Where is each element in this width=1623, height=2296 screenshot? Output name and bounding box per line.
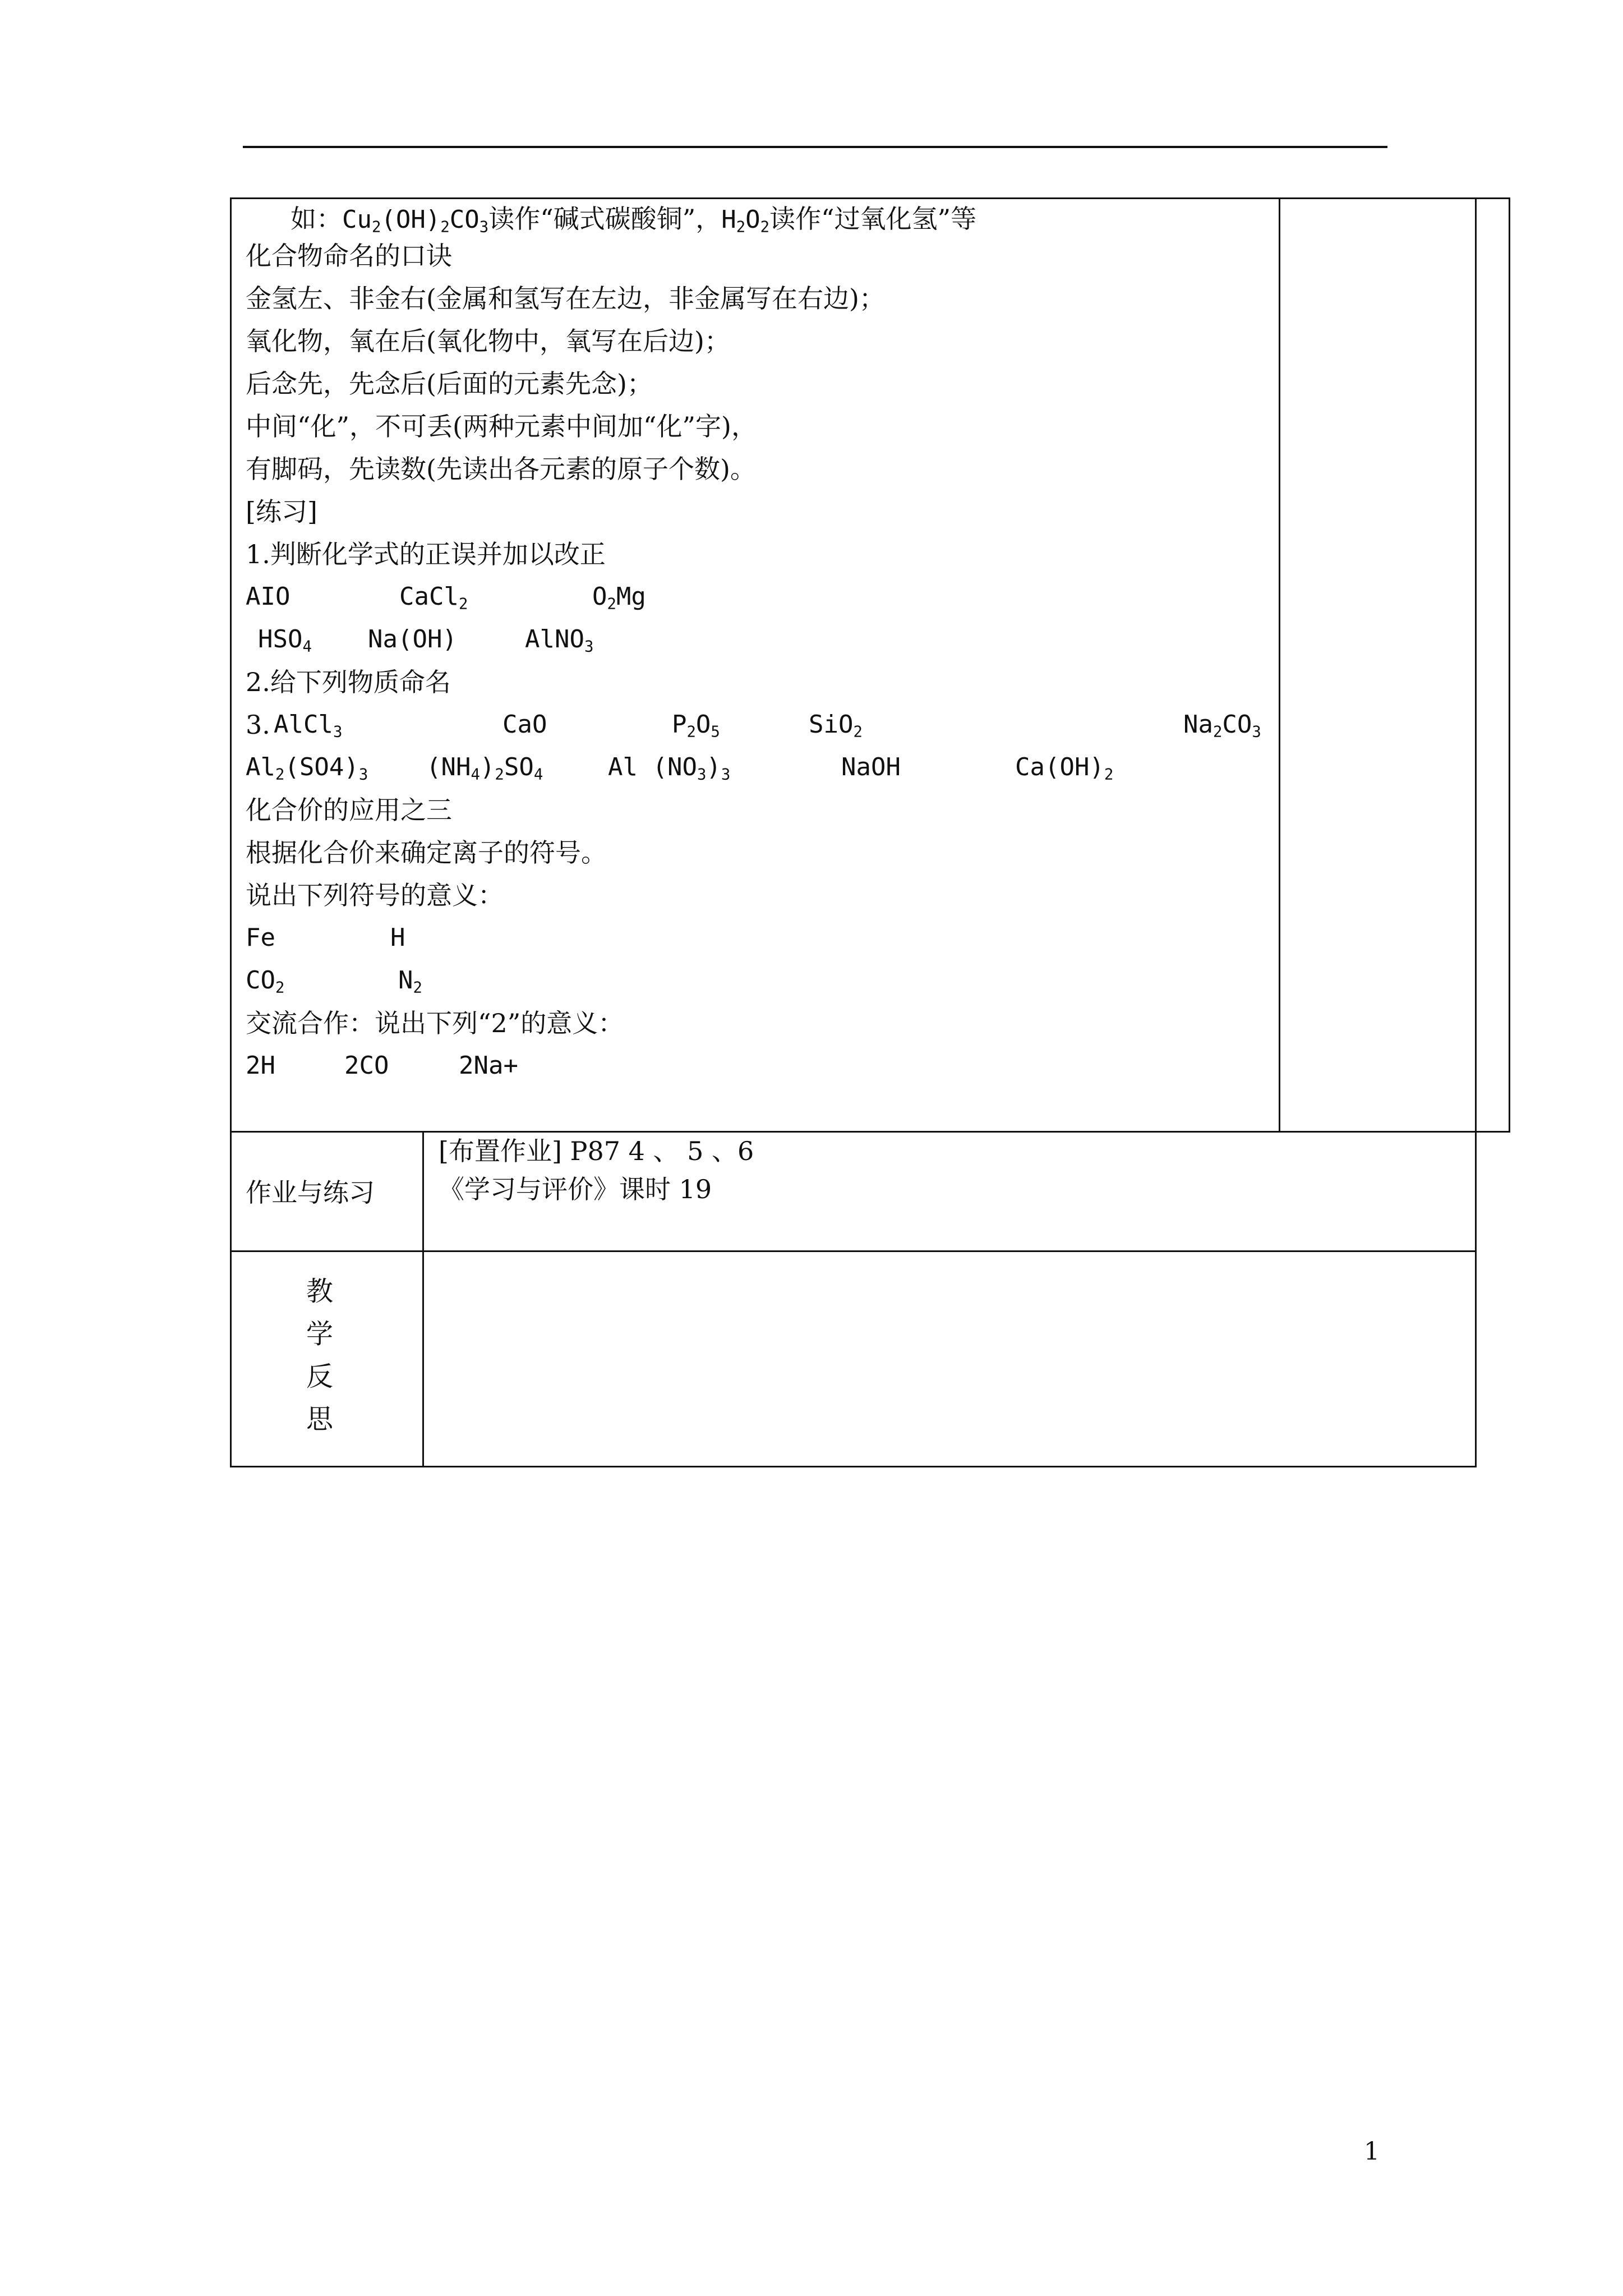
formula-row-2	[246, 624, 1255, 655]
formula-cao: CaO	[502, 710, 547, 739]
reflection-row	[230, 1250, 1477, 1467]
symbol-2co: 2CO	[344, 1051, 389, 1080]
rule-1: 金氢左、非金右(金属和氢写在左边，非金属写在右边)；	[246, 283, 885, 314]
formula-row-3	[246, 709, 1266, 740]
rule-3: 后念先，先念后(后面的元素先念)；	[246, 369, 653, 399]
formula-cacl2: CaCl$_2$	[399, 582, 468, 613]
formula-cu2oh2co3: $Cu_2(OH)_2CO_3$	[342, 205, 489, 236]
formula-alno3: AlNO$_3$	[525, 625, 594, 656]
naming-example	[291, 203, 976, 236]
formula-o2mg: $O_2Mg$	[592, 582, 646, 613]
symbol-2h: 2H	[246, 1051, 275, 1080]
homework-workbook: 《学习与评价》课时 19	[439, 1174, 712, 1204]
reflection-label-char-4: 思	[306, 1404, 334, 1435]
symbol-h: H	[390, 923, 405, 952]
formula-caoh2: $Ca(OH)_2$	[1015, 753, 1114, 784]
formula-na2co3: $Na_2CO_3$	[1183, 710, 1261, 741]
symbol-co2: $CO_2$	[246, 966, 285, 997]
naming-rhyme-title: 化合物命名的口诀	[246, 241, 452, 271]
formula-alcl3: AlCl$_3$	[274, 710, 343, 741]
reflection-divider	[422, 1250, 424, 1467]
rule-4: 中间“化”，不可丢(两种元素中间加“化”字)，	[246, 411, 757, 441]
practice-heading: [练习]	[246, 496, 317, 527]
exchange-prompt: 交流合作：说出下列“2”的意义：	[246, 1008, 624, 1038]
formula-h2o2: $H_2O_2$	[721, 205, 770, 236]
symbol-n2: $N_2$	[398, 966, 422, 997]
formula-alno33: Al $(NO_3)_3$	[608, 753, 731, 784]
rule-5: 有脚码，先读数(先读出各元素的原子个数)。	[246, 454, 756, 484]
formula-sio2: SiO$_2$	[809, 710, 863, 741]
symbol-fe: Fe	[246, 923, 275, 952]
formula-row-4	[246, 752, 1266, 783]
homework-row	[230, 1131, 1477, 1252]
homework-label: 作业与练习	[246, 1177, 375, 1208]
formula-hso4: $HSO_4$	[258, 625, 312, 656]
page-number: 1	[1364, 2137, 1380, 2166]
homework-assignment: [布置作业] P87 4 、 5 、6	[439, 1136, 754, 1166]
symbol-2na-plus: 2Na+	[459, 1051, 518, 1080]
formula-nh42so4: $(NH_4)_2SO_4$	[426, 753, 543, 784]
reflection-label-char-2: 学	[306, 1318, 334, 1350]
formula-row-1	[246, 581, 1255, 613]
formula-aio: AIO	[246, 582, 291, 611]
reflection-label-char-3: 反	[306, 1361, 334, 1392]
notes-cell-divider	[1279, 197, 1280, 1133]
application-3-title: 化合价的应用之三	[246, 795, 452, 825]
header-rule	[243, 146, 1387, 148]
two-meaning-row	[246, 1050, 638, 1082]
example-mid-2: 读作“过氧化氢”等	[769, 204, 977, 234]
question-3-prefix: 3.	[246, 710, 270, 740]
question-1: 1.判断化学式的正误并加以改正	[246, 539, 606, 569]
reflection-label-char-1: 教	[306, 1276, 334, 1307]
example-mid-1: 读作“碱式碳酸铜”，	[488, 204, 722, 234]
homework-divider	[422, 1131, 424, 1252]
question-2: 2.给下列物质命名	[246, 667, 451, 697]
application-3-description: 根据化合价来确定离子的符号。	[246, 838, 607, 868]
example-prefix: 如：	[291, 204, 342, 234]
formula-naoh: NaOH	[841, 753, 901, 781]
formula-p2o5: $P_2O_5$	[672, 710, 720, 741]
notes-cell	[1475, 197, 1510, 1133]
formula-na-oh: Na(OH)	[368, 625, 457, 654]
meaning-prompt: 说出下列符号的意义：	[246, 880, 504, 910]
rule-2: 氧化物，氧在后(氧化物中，氧写在后边)；	[246, 326, 730, 356]
symbol-row-2	[246, 965, 582, 996]
formula-al2so43: $Al_2(SO4)_3$	[246, 753, 368, 784]
symbol-row-1	[246, 922, 582, 954]
